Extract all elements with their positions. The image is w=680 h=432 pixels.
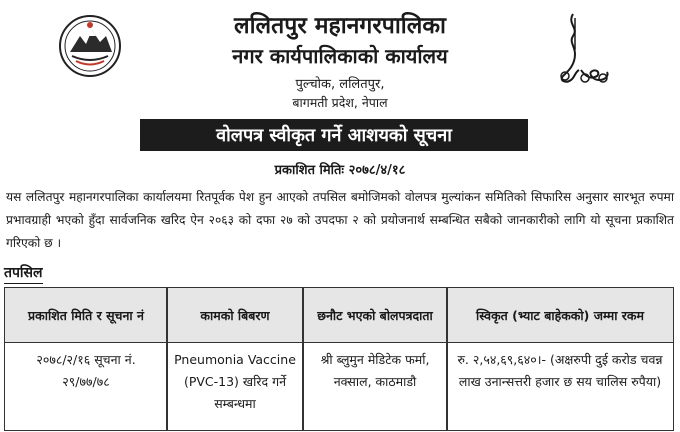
office-name: नगर कार्यपालिकाको कार्यालय (232, 44, 448, 68)
col-header-amount: स्विकृत (भ्याट बाहेकको) जम्मा रकम (476, 307, 644, 323)
cell-bidder: श्री ब्लुमुन मेडिटेक फर्मा, नक्साल, काठमाडौ (320, 352, 430, 389)
notice-body: यस ललितपुर महानगरपालिका कार्यालयमा रितपूर्वक पेश हुन आएको तपसिल बमोजिमको वोलपत्र मुल्यांकन समितिको सिफारिस अनुसार सारभूत रुपमा प्रभावग्राही भएको हुँदा सार्वजनिक खरिद ऐन २०६३ को दफा २७ को उपदफा २ को प्रयोजनार्थ सम्बन्धित सबैको जानकारीको लागि यो सूचना प्रकाशित गरिएको छ । (6, 190, 674, 250)
notice-title: वोलपत्र स्वीकृत गर्ने आशयको सूचना (140, 119, 528, 151)
org-name: ललितपुर महानगरपालिका (234, 13, 446, 39)
published-date: प्रकाशित मितिः २०७८/४/१८ (274, 163, 406, 178)
col-header-work-description: कामको बिबरण (200, 307, 270, 323)
table-header-row (5, 288, 673, 343)
cell-notice-ref: २०७८/२/१६ सूचना नं. २९/७७/७८ (36, 352, 136, 389)
cell-work-description: Pneumonia Vaccine (PVC-13) खरिद गर्ने सम्बन्धमा (174, 352, 296, 411)
section-heading: तपसिल (4, 263, 43, 284)
col-header-notice-ref: प्रकाशित मिति र सूचना नं (28, 307, 144, 323)
details-table (4, 287, 674, 431)
address-line-2: बागमती प्रदेश, नेपाल (292, 95, 388, 110)
cell-amount: रु. २,५४,६९,६४०।- (अक्षरुपी दुई करोड चवन्न लाख उनान्सत्तरी हजार छ सय चालिस रुपैया) (457, 352, 663, 389)
address-line-1: पुल्चोक, ललितपुर, (295, 77, 385, 92)
col-header-bidder: छनौट भएको बोलपत्रदाता (317, 307, 433, 323)
